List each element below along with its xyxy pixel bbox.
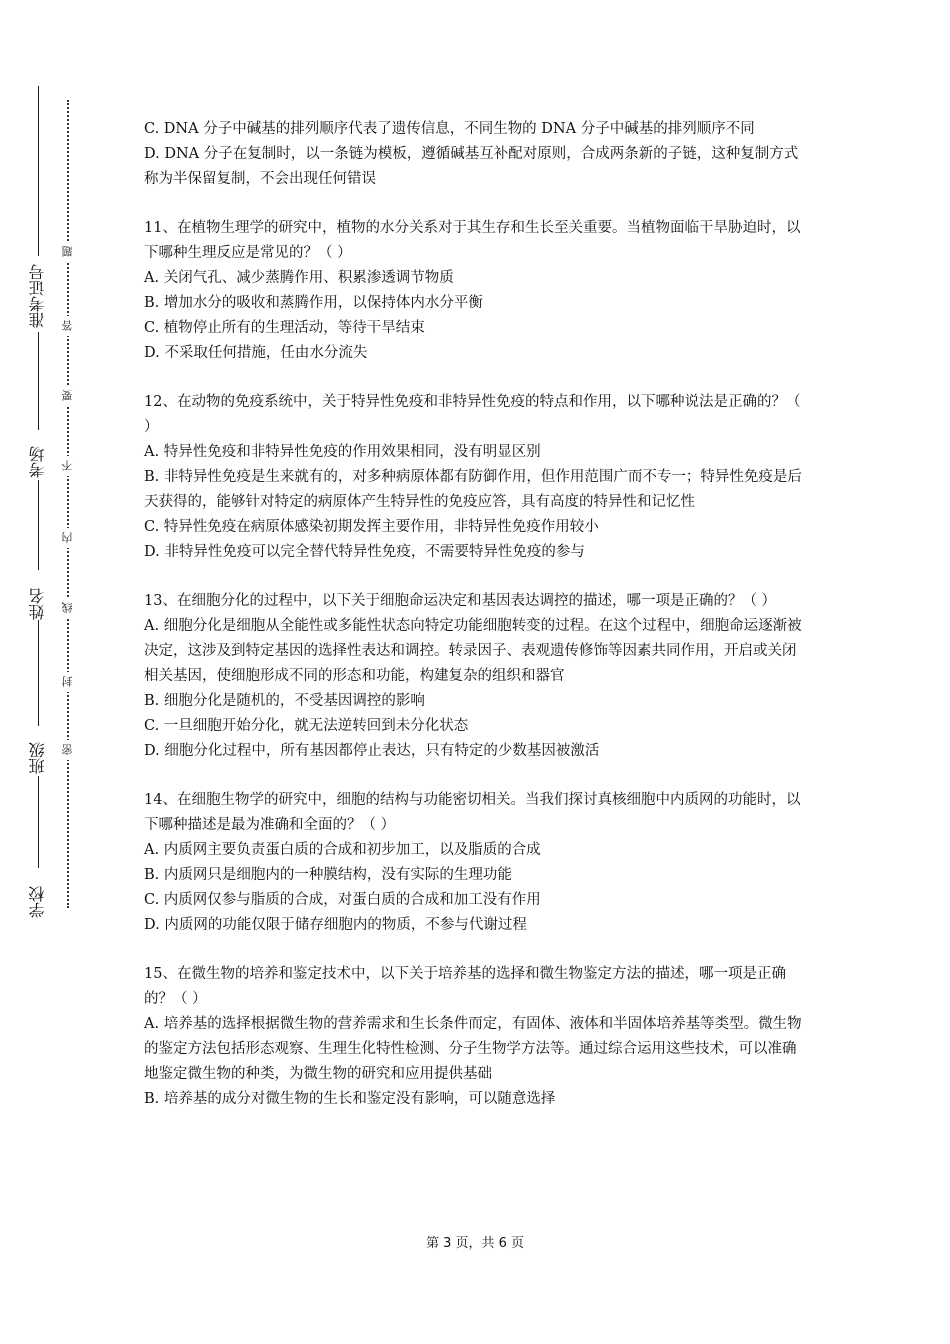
question-12 — [144, 390, 810, 565]
option-b: B. 增加水分的吸收和蒸腾作用，以保持体内水分平衡 — [144, 295, 483, 311]
field-label-name: 姓名 — [28, 588, 47, 620]
seal-char: 内 — [58, 528, 78, 548]
seal-char: 题 — [58, 242, 78, 262]
question-stem: 14、在细胞生物学的研究中，细胞的结构与功能密切相关。当我们探讨真核细胞中内质网的功能时，以下哪种描述是最为准确和全面的？（ ） — [144, 792, 801, 833]
option-d: D. 非特异性免疫可以完全替代特异性免疫，不需要特异性免疫的参与 — [144, 544, 585, 560]
field-label-school: 学校 — [28, 886, 47, 918]
seal-char: 密 — [58, 740, 78, 760]
binding-line — [38, 620, 39, 726]
binding-line — [38, 332, 39, 430]
question-14 — [144, 788, 810, 938]
option-b: B. 培养基的成分对微生物的生长和鉴定没有影响，可以随意选择 — [144, 1091, 556, 1107]
seal-char: 不 — [58, 456, 78, 476]
option-b: B. 内质网只是细胞内的一种膜结构，没有实际的生理功能 — [144, 867, 512, 883]
option-c: C. 植物停止所有的生理活动，等待干旱结束 — [144, 320, 425, 336]
seal-char: 封 — [58, 672, 78, 692]
option-c: C. 一旦细胞开始分化，就无法逆转回到未分化状态 — [144, 718, 469, 734]
option-d: D. 内质网的功能仅限于储存细胞内的物质，不参与代谢过程 — [144, 917, 527, 933]
prev-option-d: D. DNA 分子在复制时，以一条链为模板，遵循碱基互补配对原则，合成两条新的子链，这种复制方式称为半保留复制，不会出现任何错误 — [144, 146, 799, 187]
field-label-ticket-number: 准考证号 — [28, 264, 47, 328]
question-stem: 12、在动物的免疫系统中，关于特异性免疫和非特异性免疫的特点和作用，以下哪种说法是正确的？（ ） — [144, 394, 801, 435]
option-c: C. 特异性免疫在病原体感染初期发挥主要作用，非特异性免疫作用较小 — [144, 519, 599, 535]
seal-dotted-line — [67, 100, 69, 908]
binding-margin — [0, 0, 120, 1344]
option-a: A. 关闭气孔、减少蒸腾作用、积累渗透调节物质 — [144, 270, 454, 286]
page-number-footer: 第 3 页，共 6 页 — [425, 1236, 525, 1251]
question-13 — [144, 589, 810, 764]
question-stem: 11、在植物生理学的研究中，植物的水分关系对于其生存和生长至关重要。当植物面临干旱胁迫时，以下哪种生理反应是常见的？（ ） — [144, 220, 801, 261]
option-d: D. 不采取任何措施，任由水分流失 — [144, 345, 368, 361]
question-15 — [144, 962, 810, 1112]
binding-line — [38, 86, 39, 256]
seal-char: 要 — [58, 386, 78, 406]
field-label-class: 班级 — [28, 742, 47, 774]
option-a: A. 细胞分化是细胞从全能性或多能性状态向特定功能细胞转变的过程。在这个过程中，细胞命运逐渐被决定，这涉及到特定基因的选择性表达和调控。转录因子、表观遗传修饰等因素共同作用，开启或关闭相关基因，使细胞形成不同的形态和功能，构建复杂的组织和器官 — [144, 618, 802, 684]
option-b: B. 细胞分化是随机的，不受基因调控的影响 — [144, 693, 425, 709]
option-d: D. 细胞分化过程中，所有基因都停止表达，只有特定的少数基因被激活 — [144, 743, 600, 759]
seal-char: 答 — [58, 316, 78, 336]
exam-content — [144, 117, 810, 1112]
option-b: B. 非特异性免疫是生来就有的，对多种病原体都有防御作用，但作用范围广而不专一；特异性免疫是后天获得的，能够针对特定的病原体产生特异性的免疫应答，具有高度的特异性和记忆性 — [144, 469, 802, 510]
binding-line — [38, 776, 39, 868]
question-stem: 13、在细胞分化的过程中，以下关于细胞命运决定和基因表达调控的描述，哪一项是正确的？（ ） — [144, 593, 777, 609]
option-a: A. 培养基的选择根据微生物的营养需求和生长条件而定，有固体、液体和半固体培养基等类型。微生物的鉴定方法包括形态观察、生理生化特性检测、分子生物学方法等。通过综合运用这些技术，可以准确地鉴定微生物的种类，为微生物的研究和应用提供基础 — [144, 1016, 802, 1082]
seal-char: 线 — [58, 598, 78, 618]
option-c: C. 内质网仅参与脂质的合成，对蛋白质的合成和加工没有作用 — [144, 892, 541, 908]
question-stem: 15、在微生物的培养和鉴定技术中，以下关于培养基的选择和微生物鉴定方法的描述，哪一项是正确的？（ ） — [144, 966, 786, 1007]
question-11 — [144, 216, 810, 366]
option-a: A. 特异性免疫和非特异性免疫的作用效果相同，没有明显区别 — [144, 444, 541, 460]
field-label-exam-room: 考场 — [28, 446, 47, 478]
prev-option-c: C. DNA 分子中碱基的排列顺序代表了遗传信息，不同生物的 DNA 分子中碱基的排列顺序不同 — [144, 121, 755, 137]
binding-line — [38, 480, 39, 570]
option-a: A. 内质网主要负责蛋白质的合成和初步加工，以及脂质的合成 — [144, 842, 541, 858]
